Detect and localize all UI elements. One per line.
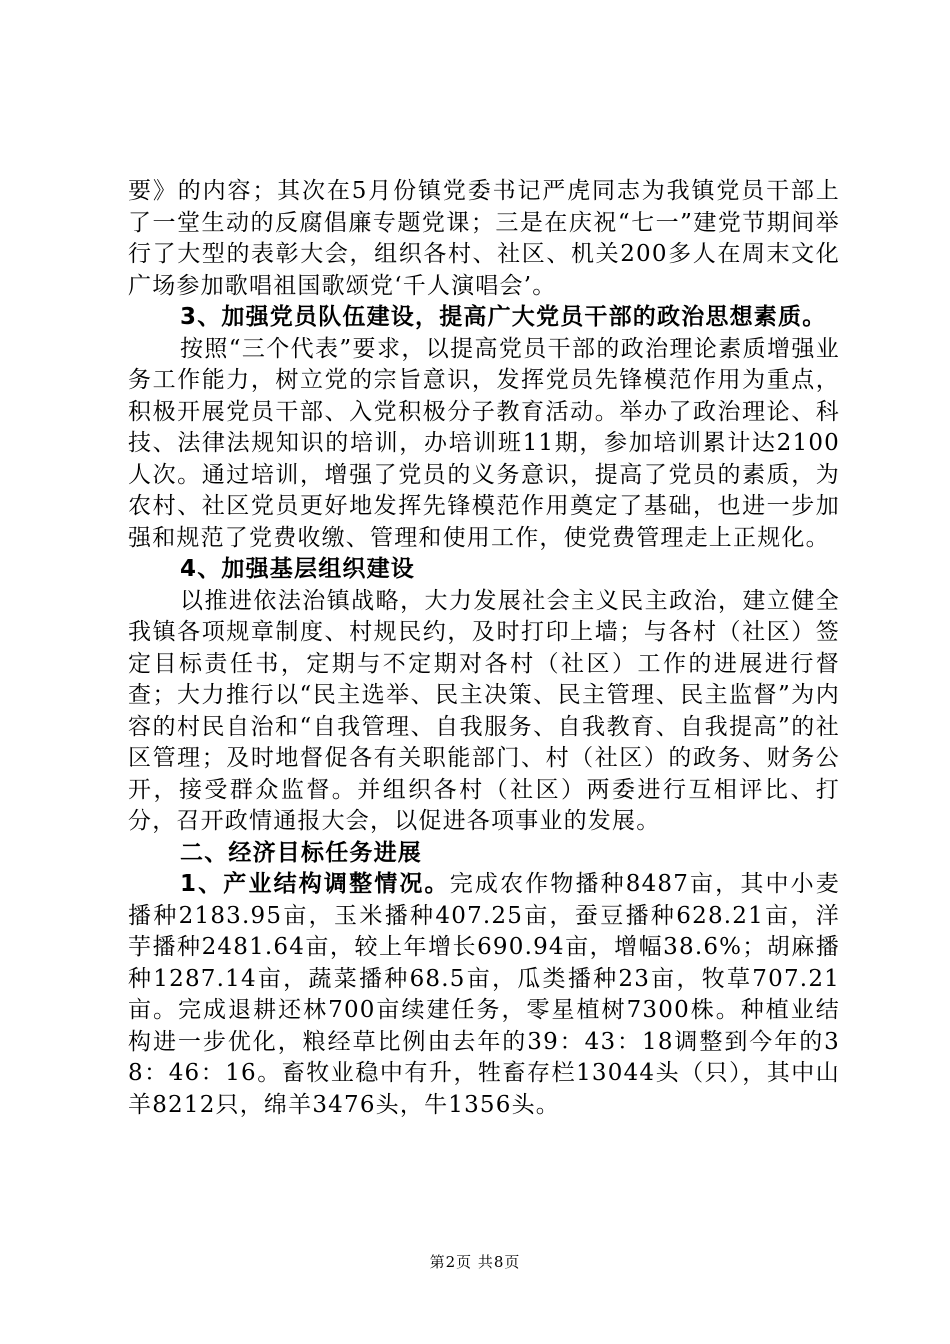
section-heading-economy: 二、经济目标任务进展 (180, 839, 422, 866)
page-number-footer: 第2页 共8页 (429, 1253, 521, 1271)
section-heading-4: 4、加强基层组织建设 (180, 556, 416, 582)
paragraph-industry-adjustment (128, 869, 840, 1121)
document-body (128, 176, 840, 1121)
paragraph-grassroots-organization: 以推进依法治镇战略，大力发展社会主义民主政治，建立健全我镇各项规章制度、村规民约，及时打印上墙；与各村（社区）签定目标责任书，定期与不定期对各村（社区）工作的进展进行督查；大力推行以“民主选举、民主决策、民主管理、民主监督”为内容的村民自治和“自我管理、自我服务、自我教育、自我提高”的社区管理；及时地督促各有关职能部门、村（社区）的政务、财务公开，接受群众监督。并组织各村（社区）两委进行互相评比、打分，召开政情通报大会，以促进各项事业的发展。 (128, 587, 840, 834)
paragraph-industry-body: 完成农作物播种8487亩，其中小麦播种2183.95亩，玉米播种407.25亩，蚕豆播种628.21亩，洋芋播种2481.64亩，较上年增长690.94亩，增幅38.6%；胡麻播种1287.14亩，蔬菜播种68.5亩，瓜类播种23亩，牧草707.21亩。完成退耕还林700亩续建任务，零星植树7300株。种植业结构进一步优化，粮经草比例由去年的39：43：18调整到今年的38：46：16。畜牧业稳中有升，牲畜存栏13044头（只），其中山羊8212只，绵羊3476头，牛1356头。 (128, 871, 840, 1118)
paragraph-party-education-continued: 要》的内容；其次在5月份镇党委书记严虎同志为我镇党员干部上了一堂生动的反腐倡廉专题党课；三是在庆祝“七一”建党节期间举行了大型的表彰大会，组织各村、社区、机关200多人在周末文化广场参加歌唱祖国歌颂党‘千人演唱会’。 (128, 178, 840, 299)
paragraph-party-team-building: 按照“三个代表”要求，以提高党员干部的政治理论素质增强业务工作能力，树立党的宗旨意识，发挥党员先锋模范作用为重点，积极开展党员干部、入党积极分子教育活动。举办了政治理论、科技、法律法规知识的培训，办培训班11期，参加培训累计达2100人次。通过培训，增强了党员的义务意识，提高了党员的素质，为农村、社区党员更好地发挥先锋模范作用奠定了基础，也进一步加强和规范了党费收缴、管理和使用工作，使党费管理走上正规化。 (128, 335, 840, 551)
section-heading-3: 3、加强党员队伍建设，提高广大党员干部的政治思想素质。 (180, 304, 827, 330)
paragraph-lead-in: 1、产业结构调整情况。 (180, 871, 450, 897)
